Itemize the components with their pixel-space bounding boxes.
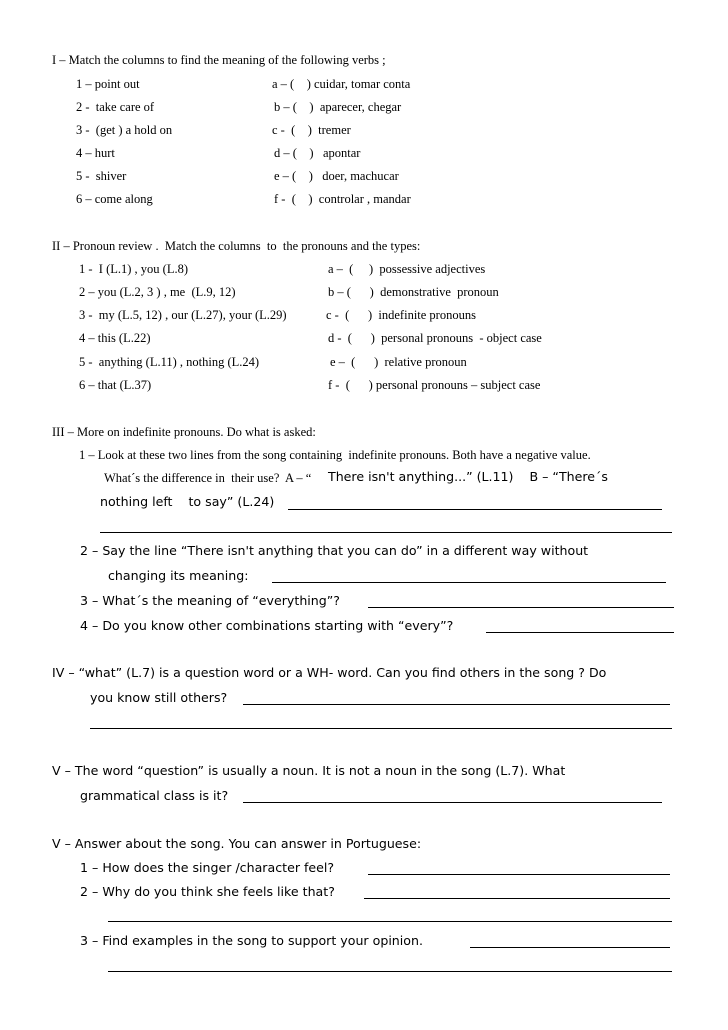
pronoun-type: a – ( ) possessive adjectives [328,262,486,276]
pronoun-item: 3 - my (L.5, 12) , our (L.27), your (L.29) [79,308,287,322]
meaning-item: a – ( ) cuidar, tomar conta [272,77,411,91]
answer-line[interactable] [243,802,662,803]
meaning-item: d – ( ) apontar [274,146,361,160]
section-6-title: V – Answer about the song. You can answer in Portuguese: [52,836,422,851]
pronoun-item: 6 – that (L.37) [79,378,152,392]
meaning-item: b – ( ) aparecer, chegar [274,100,402,114]
answer-line[interactable] [364,898,670,899]
verb-item: 2 - take care of [76,100,155,114]
section-4-text: you know still others? [90,690,228,705]
question-text: nothing left to say” (L.24) [100,494,275,509]
answer-line[interactable] [368,607,674,608]
verb-item: 1 – point out [76,77,140,91]
verb-item: 3 - (get ) a hold on [76,123,173,137]
pronoun-type: f - ( ) personal pronouns – subject case [328,378,541,392]
pronoun-type: b – ( ) demonstrative pronoun [328,285,499,299]
answer-line[interactable] [108,921,672,922]
question-text: 2 – Why do you think she feels like that? [80,884,335,899]
answer-line[interactable] [243,704,670,705]
pronoun-type: d - ( ) personal pronouns - object case [328,331,542,345]
pronoun-item: 2 – you (L.2, 3 ) , me (L.9, 12) [79,285,236,299]
meaning-item: e – ( ) doer, machucar [274,169,399,183]
question-text: 2 – Say the line “There isn't anything that you can do” in a different way without [80,543,589,558]
question-text: 1 – How does the singer /character feel? [80,860,335,875]
pronoun-type: c - ( ) indefinite pronouns [326,308,476,322]
meaning-item: f - ( ) controlar , mandar [274,192,411,206]
section-5-text: grammatical class is it? [80,788,229,803]
answer-line[interactable] [288,509,662,510]
answer-line[interactable] [486,632,674,633]
answer-line[interactable] [90,728,672,729]
verb-item: 4 – hurt [76,146,115,160]
pronoun-item: 1 - I (L.1) , you (L.8) [79,262,188,276]
answer-line[interactable] [470,947,670,948]
section-1-title: I – Match the columns to find the meaning of the following verbs ; [52,53,386,67]
verb-item: 6 – come along [76,192,153,206]
pronoun-item: 5 - anything (L.11) , nothing (L.24) [79,355,260,369]
question-text: 3 – Find examples in the song to support your opinion. [80,933,423,948]
section-3-title: III – More on indefinite pronouns. Do what is asked: [52,425,316,439]
pronoun-item: 4 – this (L.22) [79,331,151,345]
section-4-text: IV – “what” (L.7) is a question word or a WH- word. Can you find others in the song ? Do [52,665,607,680]
pronoun-type: e – ( ) relative pronoun [330,355,467,369]
question-text: 1 – Look at these two lines from the song containing indefinite pronouns. Both have a negative value. [79,448,591,462]
section-5-text: V – The word “question” is usually a noun. It is not a noun in the song (L.7). What [52,763,566,778]
question-text: There isn't anything...” (L.11) B – “There´s [328,469,608,484]
section-2-title: II – Pronoun review . Match the columns to the pronouns and the types: [52,239,421,253]
question-text: 4 – Do you know other combinations starting with “every”? [80,618,454,633]
question-text: 3 – What´s the meaning of “everything”? [80,593,340,608]
meaning-item: c - ( ) tremer [272,123,351,137]
answer-line[interactable] [108,971,672,972]
verb-item: 5 - shiver [76,169,127,183]
answer-line[interactable] [100,532,672,533]
answer-line[interactable] [368,874,670,875]
question-text: What´s the difference in their use? A – “ [104,471,312,485]
answer-line[interactable] [272,582,666,583]
question-text: changing its meaning: [108,568,249,583]
